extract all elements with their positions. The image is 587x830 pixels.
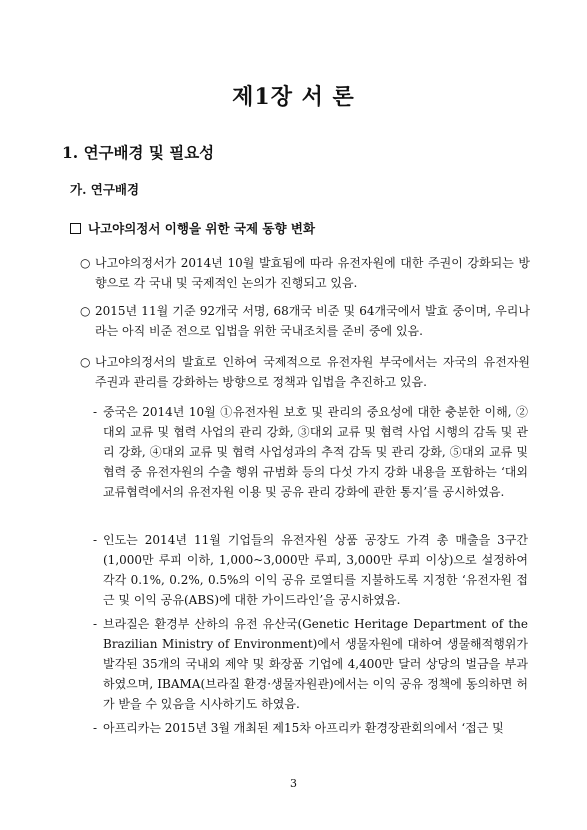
dash-mark: - — [93, 533, 98, 547]
topic-heading — [70, 219, 315, 237]
circle-bullet-icon: ○ — [80, 304, 91, 318]
sub-item-text: 중국은 2014년 10월 ①유전자원 보호 및 관리의 중요성에 대한 충분한 이해, ②대외 교류 및 협력 사업의 관리 강화, ③대외 교류 및 협력 사업 시행의 감독 및 관리 강화, ④대외 교류 및 협력 사업성과의 추적 감독 및 관리 강화, ⑤대외 교류 및 협력 중 유전자원의 수출 행위 규범화 등의 다섯 가지 강화 내용을 포함하는 ‘대외교류협력에서의 유전자원 이용 및 공유 관리 강화에 관한 통지’를 공시하였음. — [103, 405, 528, 499]
dash-mark: - — [93, 617, 98, 631]
circle-bullet-icon: ○ — [80, 256, 91, 270]
bullet-text: 나고야의정서의 발효로 인하여 국제적으로 유전자원 부국에서는 자국의 유전자원 주권과 관리를 강화하는 방향으로 정책과 입법을 추진하고 있음. — [95, 355, 530, 389]
bullet-item — [80, 253, 530, 293]
sub-item-text: 인도는 2014년 11월 기업들의 유전자원 상품 공장도 가격 총 매출을 3구간(1,000만 루피 이하, 1,000~3,000만 루피, 3,000만 루피 이상)으로 설정하여 각각 0.1%, 0.2%, 0.5%의 이익 공유 로열티를 지불하도록 지정한 ‘유전자원 접근 및 이익 공유(ABS)에 대한 가이드라인’을 공시하였음. — [103, 533, 528, 607]
dash-mark: - — [93, 405, 98, 419]
sub-item — [93, 402, 528, 502]
subsection-heading: 가. 연구배경 — [70, 182, 140, 197]
section-heading: 1. 연구배경 및 필요성 — [62, 143, 215, 162]
sub-item — [93, 718, 528, 738]
page-number: 3 — [290, 777, 297, 790]
bullet-text: 나고야의정서가 2014년 10월 발효됨에 따라 유전자원에 대한 주권이 강화되는 방향으로 각 국내 및 국제적인 논의가 진행되고 있음. — [95, 256, 530, 290]
bullet-item — [80, 301, 530, 341]
chapter-title: 제1장 서 론 — [232, 84, 355, 110]
bullet-item — [80, 352, 530, 392]
dash-mark: - — [93, 721, 98, 735]
topic-heading-text: 나고야의정서 이행을 위한 국제 동향 변화 — [88, 221, 316, 236]
sub-item-text: 아프리카는 2015년 3월 개최된 제15차 아프리카 환경장관회의에서 ‘접근 및 — [103, 721, 504, 735]
checkbox-square-icon — [70, 223, 81, 234]
sub-item-text: 브라질은 환경부 산하의 유전 유산국(Genetic Heritage Department of the Brazilian Ministry of Environment)에서 생물자원에 대하여 생물해적행위가 발각된 35개의 국내외 제약 및 화장품 기업에 4,400만 달러 상당의 벌금을 부과하였으며, IBAMA(브라질 환경·생물자원관)에서는 이익 공유 정책에 동의하면 허가 받을 수 있음을 시사하기도 하였음. — [103, 617, 528, 711]
sub-item — [93, 614, 528, 714]
bullet-text: 2015년 11월 기준 92개국 서명, 68개국 비준 및 64개국에서 발효 중이며, 우리나라는 아직 비준 전으로 입법을 위한 국내조치를 준비 중에 있음. — [95, 304, 530, 338]
sub-item — [93, 530, 528, 610]
circle-bullet-icon: ○ — [80, 355, 91, 369]
